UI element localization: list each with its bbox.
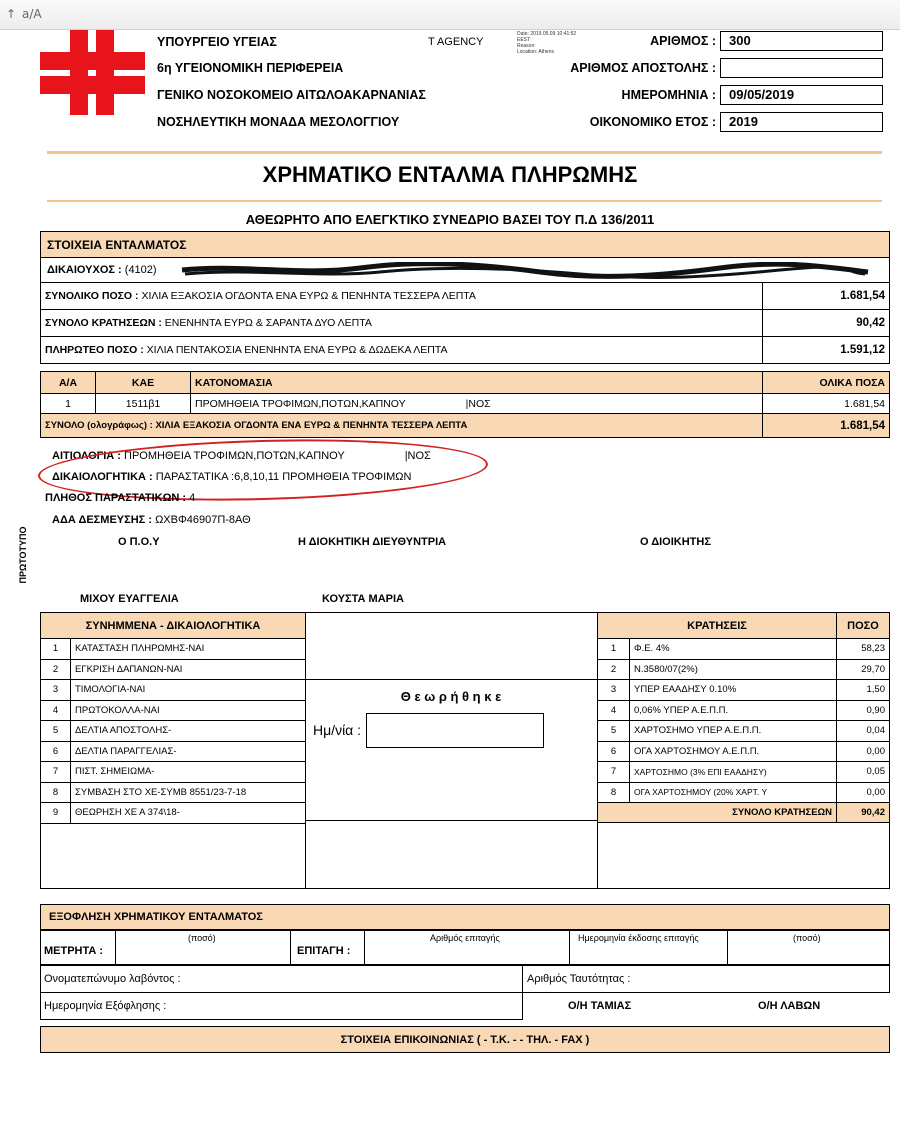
col-name: ΚΑΤΟΝΟΜΑΣΙΑ xyxy=(191,372,763,394)
signatory-pou: Ο Π.Ο.Υ xyxy=(118,536,160,548)
hospital-name: ΓΕΝΙΚΟ ΝΟΣΟΚΟΜΕΙΟ ΑΙΤΩΛΟΑΚΑΡΝΑΝΙΑΣ xyxy=(157,88,426,102)
attachments-table xyxy=(40,612,306,824)
payable-row: ΠΛΗΡΩΤΕΟ ΠΟΣΟ : ΧΙΛΙΑ ΠΕΝΤΑΚΟΣΙΑ ΕΝΕΝΗΝΤΑ ΕΝΑ ΕΥΡΩ & ΔΩΔΕΚΑ ΛΕΠΤΑ 1.591,12 xyxy=(41,337,890,364)
dispatch-number-label: ΑΡΙΘΜΟΣ ΑΠΟΣΤΟΛΗΣ : xyxy=(570,61,716,75)
unit-name: ΝΟΣΗΛΕΥΤΙΚΗ ΜΟΝΑΔΑ ΜΕΣΟΛΟΓΓΙΟΥ xyxy=(157,115,400,129)
deductions-amount-header: ΠΟΣΟ xyxy=(837,613,890,639)
ministry-name: ΥΠΟΥΡΓΕΙΟ ΥΓΕΙΑΣ xyxy=(157,35,277,49)
approval-date-label: Ημ/νία : xyxy=(313,722,362,738)
reason-value: ΠΡΟΜΗΘΕΙΑ ΤΡΟΦΙΜΩΝ,ΠΟΤΩΝ,ΚΑΠΝΟΥ xyxy=(124,450,345,462)
cheque-amount-hint: (ποσό) xyxy=(793,933,821,943)
table-row: 4 0,06% ΥΠΕΡ Α.Ε.Π.Π. 0,90 xyxy=(598,700,890,721)
items-table xyxy=(40,371,890,438)
reason-line: ΑΙΤΙΟΛΟΓΙΑ : ΠΡΟΜΗΘΕΙΑ ΤΡΟΦΙΜΩΝ,ΠΟΤΩΝ,ΚΑΠΝΟΥ |ΝΟΣ xyxy=(52,450,431,462)
col-kae: ΚΑΕ xyxy=(96,372,191,394)
settlement-header: ΕΞΟΦΛΗΣΗ ΧΡΗΜΑΤΙΚΟΥ ΕΝΤΑΛΜΑΤΟΣ xyxy=(40,904,890,930)
list-item: 6 ΔΕΛΤΙΑ ΠΑΡΑΓΓΕΛΙΑΣ- xyxy=(41,741,306,762)
contact-info-bar: ΣΤΟΙΧΕΙΑ ΕΠΙΚΟΙΝΩΝΙΑΣ ( - Τ.Κ. - - ΤΗΛ. - FAX ) xyxy=(40,1026,890,1053)
agency-label: T AGENCY xyxy=(428,36,484,48)
col-aa: Α/Α xyxy=(41,372,96,394)
table-row: 3 ΥΠΕΡ ΕΑΑΔΗΣΥ 0.10% 1,50 xyxy=(598,680,890,701)
list-item: 4 ΠΡΩΤΟΚΟΛΛΑ-ΝΑΙ xyxy=(41,700,306,721)
receiver-label: Ο/Η ΛΑΒΩΝ xyxy=(758,1000,821,1012)
approval-top-line xyxy=(305,679,597,680)
number-field: 300 xyxy=(720,31,883,51)
approval-bottom-line xyxy=(305,820,597,821)
cheque-number-hint: Αριθμός επιταγής xyxy=(430,933,500,943)
deductions-table xyxy=(597,612,890,823)
list-item: 9 ΘΕΩΡΗΣΗ ΧΕ Α 374\18- xyxy=(41,803,306,824)
approval-date-field[interactable] xyxy=(366,713,544,748)
warrant-section-header: ΣΤΟΙΧΕΙΑ ΕΝΤΑΛΜΑΤΟΣ xyxy=(40,231,890,258)
deductions-total-row: ΣΥΝΟΛΟ ΚΡΑΤΗΣΕΩΝ 90,42 xyxy=(598,803,890,823)
title-divider xyxy=(47,200,882,202)
table-row: 5 ΧΑΡΤΟΣΗΜΟ ΥΠΕΡ Α.Ε.Π.Π. 0,04 xyxy=(598,721,890,742)
payable-amount: 1.591,12 xyxy=(763,337,890,364)
document-count-line: ΠΛΗΘΟΣ ΠΑΡΑΣΤΑΤΙΚΩΝ : 4 xyxy=(45,492,196,504)
viewer-toolbar xyxy=(0,0,900,30)
date-field: 09/05/2019 xyxy=(720,85,883,105)
documents-line: ΔΙΚΑΙΟΛΟΓΗΤΙΚΑ : ΠΑΡΑΣΤΑΤΙΚΑ :6,8,10,11 ΠΡΟΜΗΘΕΙΑ ΤΡΟΦΙΜΩΝ xyxy=(52,471,412,483)
health-region: 6η ΥΓΕΙΟΝΟΜΙΚΗ ΠΕΡΙΦΕΡΕΙΑ xyxy=(157,61,344,75)
deductions-total-row: ΣΥΝΟΛΟ ΚΡΑΤΗΣΕΩΝ : ΕΝΕΝΗΝΤΑ ΕΥΡΩ & ΣΑΡΑΝΤΑ ΔΥΟ ΛΕΠΤΑ 90,42 xyxy=(41,310,890,337)
items-total-row: ΣΥΝΟΛΟ (ολογράφως) : ΧΙΛΙΑ ΕΞΑΚΟΣΙΑ ΟΓΔΟΝΤΑ ΕΝΑ ΕΥΡΩ & ΠΕΝΗΝΤΑ ΤΕΣΣΕΡΑ ΛΕΠΤΑ 1.681,54 xyxy=(41,414,890,438)
cash-label: ΜΕΤΡΗΤΑ : xyxy=(44,945,104,957)
table-row: 2 Ν.3580/07(2%) 29,70 xyxy=(598,659,890,680)
table-row: 1 1511β1 ΠΡΟΜΗΘΕΙΑ ΤΡΟΦΙΜΩΝ,ΠΟΤΩΝ,ΚΑΠΝΟΥ |ΝΟΣ 1.681,54 xyxy=(41,394,890,414)
ada-line: ΑΔΑ ΔΕΣΜΕΥΣΗΣ : ΩΧΒΦ46907Π-8ΑΘ xyxy=(52,514,251,526)
id-number-label: Αριθμός Ταυτότητας : xyxy=(527,973,631,985)
fiscal-year-field: 2019 xyxy=(720,112,883,132)
red-cross-logo-icon xyxy=(40,30,145,115)
list-item: 7 ΠΙΣΤ. ΣΗΜΕΙΩΜΑ- xyxy=(41,762,306,783)
total-amount: 1.681,54 xyxy=(763,283,890,310)
total-amount-row: ΣΥΝΟΛΙΚΟ ΠΟΣΟ : ΧΙΛΙΑ ΕΞΑΚΟΣΙΑ ΟΓΔΟΝΤΑ ΕΝΑ ΕΥΡΩ & ΠΕΝΗΝΤΑ ΤΕΣΣΕΡΑ ΛΕΠΤΑ 1.681,54 xyxy=(41,283,890,310)
recipient-label: Ονοματεπώνυμο λαβόντος : xyxy=(44,973,181,985)
document-title: ΧΡΗΜΑΤΙΚΟ ΕΝΤΑΛΜΑ ΠΛΗΡΩΜΗΣ xyxy=(262,162,638,187)
cheque-date-hint: Ημερομηνία έκδοσης επιταγής xyxy=(578,933,699,943)
amounts-table xyxy=(40,282,890,364)
deductions-amount: 90,42 xyxy=(763,310,890,337)
table-row: 1 Φ.Ε. 4% 58,23 xyxy=(598,639,890,660)
beneficiary-label: ΔΙΚΑΙΟΥΧΟΣ : xyxy=(47,264,122,276)
signatory-name-2: ΚΟΥΣΤΑ ΜΑΡΙΑ xyxy=(322,593,404,605)
cash-amount-hint: (ποσό) xyxy=(188,933,216,943)
list-item: 1 ΚΑΤΑΣΤΑΣΗ ΠΛΗΡΩΜΗΣ-ΝΑΙ xyxy=(41,639,306,660)
approval-title: Θ ε ω ρ ή θ η κ ε xyxy=(400,689,502,704)
signatory-director: Η ΔΙΟΚΗΤΙΚΗ ΔΙΕΥΘΥΝΤΡΙΑ xyxy=(298,536,447,548)
table-row: 8 ΟΓΑ ΧΑΡΤΟΣΗΜΟΥ (20% ΧΑΡΤ. Υ 0,00 xyxy=(598,782,890,803)
signatory-name-1: ΜΙΧΟΥ ΕΥΑΓΓΕΛΙΑ xyxy=(80,593,179,605)
number-label: ΑΡΙΘΜΟΣ : xyxy=(650,34,716,48)
beneficiary-value: (4102) xyxy=(124,264,157,276)
col-total: ΟΛΙΚΑ ΠΟΣΑ xyxy=(763,372,890,394)
list-item: 5 ΔΕΛΤΙΑ ΑΠΟΣΤΟΛΗΣ- xyxy=(41,721,306,742)
signatory-governor: Ο ΔΙΟΙΚΗΤΗΣ xyxy=(640,536,711,548)
cheque-label: ΕΠΙΤΑΓΗ : xyxy=(297,945,351,957)
digital-signature-meta: Date: 2019.05.09 10:41:52 EEST Reason: Location: Athens xyxy=(517,31,577,55)
list-item: 2 ΕΓΚΡΙΣΗ ΔΑΠΑΝΩΝ-ΝΑΙ xyxy=(41,659,306,680)
settlement-date-label: Ημερομηνία Εξόφλησης : xyxy=(44,1000,167,1012)
list-item: 8 ΣΥΜΒΑΣΗ ΣΤΟ ΧΕ-ΣΥΜΒ 8551/23-7-18 xyxy=(41,782,306,803)
text-size-icon[interactable]: a/A xyxy=(22,7,42,21)
deductions-header: ΚΡΑΤΗΣΕΙΣ xyxy=(598,613,837,639)
header-divider xyxy=(47,151,882,154)
documents-value: ΠΑΡΑΣΤΑΤΙΚΑ :6,8,10,11 ΠΡΟΜΗΘΕΙΑ ΤΡΟΦΙΜΩΝ xyxy=(155,471,412,483)
document-subtitle: ΑΘΕΩΡΗΤΟ ΑΠΟ ΕΛΕΓΚΤΙΚΟ ΣΥΝΕΔΡΙΟ ΒΑΣΕΙ ΤΟΥ Π.Δ 136/2011 xyxy=(245,212,655,227)
cashier-label: Ο/Η ΤΑΜΙΑΣ xyxy=(568,1000,632,1012)
redacted-scribble xyxy=(180,262,870,282)
attachments-header: ΣΥΝΗΜΜΕΝΑ - ΔΙΚΑΙΟΛΟΓΗΤΙΚΑ xyxy=(41,613,306,639)
table-row: 6 ΟΓΑ ΧΑΡΤΟΣΗΜΟΥ Α.Ε.Π.Π. 0,00 xyxy=(598,741,890,762)
dispatch-number-field xyxy=(720,58,883,78)
list-item: 3 ΤΙΜΟΛΟΓΙΑ-ΝΑΙ xyxy=(41,680,306,701)
fiscal-year-label: ΟΙΚΟΝΟΜΙΚΟ ΕΤΟΣ : xyxy=(589,115,716,129)
original-side-label: ΠΡΩΤΟΤΥΠΟ xyxy=(18,526,28,584)
date-label: ΗΜΕΡΟΜΗΝΙΑ : xyxy=(621,88,716,102)
upload-icon[interactable]: ↑ xyxy=(6,7,17,21)
table-row: 7 ΧΑΡΤΟΣΗΜΟ (3% ΕΠΙ ΕΑΑΔΗΣΥ) 0,05 xyxy=(598,762,890,783)
